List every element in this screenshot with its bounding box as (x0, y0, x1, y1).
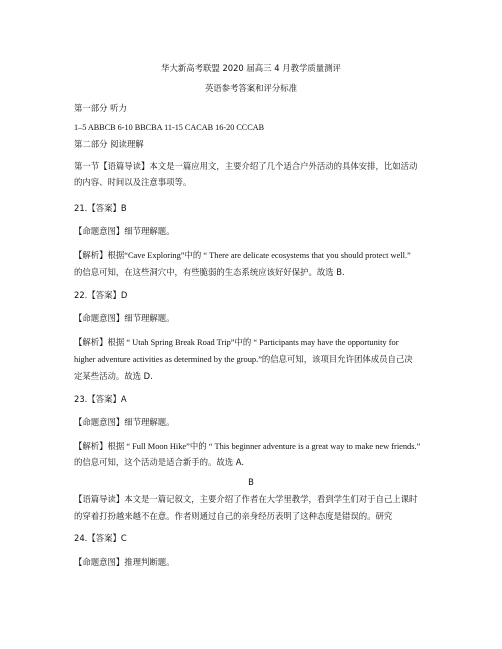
part1-heading: 第一部分 听力 (74, 103, 127, 113)
section-a-intro-line-2: 的内容、时间以及注意事项等。 (74, 177, 192, 187)
q21-analysis-line-1: 【解析】根据“Cave Exploring”中的 “ There are delicate ecosystems that you should protect well.” (74, 251, 411, 260)
q21-analysis-line-2: 的信息可知，在这些洞穴中，有些脆弱的生态系统应该好好保护。故选 B. (74, 267, 345, 277)
q22-answer: 22.【答案】D (74, 290, 128, 300)
q21-answer: 21.【答案】B (74, 203, 127, 213)
q23-analysis-line-1: 【解析】根据 “ Full Moon Hike”中的 “ This beginner adventure is a great way to make new friends.” (74, 442, 421, 451)
section-b-intro-line-1: 【语篇导读】本文是一篇记叙文，主要介绍了作者在大学里教学，看到学生们对于自己上课时 (74, 494, 418, 504)
q22-intent: 【命题意图】细节理解题。 (74, 313, 175, 323)
section-a-intro-line-1: 第一节【语篇导读】本文是一篇应用文，主要介绍了几个适合户外活动的具体安排，比如活动 (74, 161, 418, 171)
section-b-label: B (248, 477, 254, 487)
q22-analysis-line-1: 【解析】根据 “ Utah Spring Break Road Trip”中的 “ Participants may have the opportunity for (74, 338, 399, 347)
part2-heading: 第二部分 阅读理解 (74, 139, 144, 149)
q24-answer: 24.【答案】C (74, 533, 127, 543)
q21-intent: 【命题意图】细节理解题。 (74, 226, 175, 236)
document-subtitle: 英语参考答案和评分标准 (204, 83, 298, 93)
q23-analysis-line-2: 的信息可知，这个活动是适合新手的。故选 A. (74, 457, 245, 467)
document-title: 华大新高考联盟 2020 届高三 4 月教学质量测评 (161, 63, 341, 73)
q23-answer: 23.【答案】A (74, 394, 127, 404)
q23-intent: 【命题意图】细节理解题。 (74, 417, 175, 427)
section-b-intro-line-2: 的穿着打扮越来越不在意。作者则通过自己的亲身经历表明了这种态度是错误的。研究 (74, 511, 393, 521)
q24-intent: 【命题意图】推理判断题。 (74, 557, 175, 567)
q22-analysis-line-3: 定某些活动。故选 D. (74, 371, 153, 381)
q22-analysis-line-2: higher adventure activities as determined by the group.”的信息可知，该项目允许团体成员自己决 (74, 355, 413, 364)
listening-answers: 1–5 ABBCB 6-10 BBCBA 11-15 CACAB 16-20 CCCAB (74, 123, 265, 132)
